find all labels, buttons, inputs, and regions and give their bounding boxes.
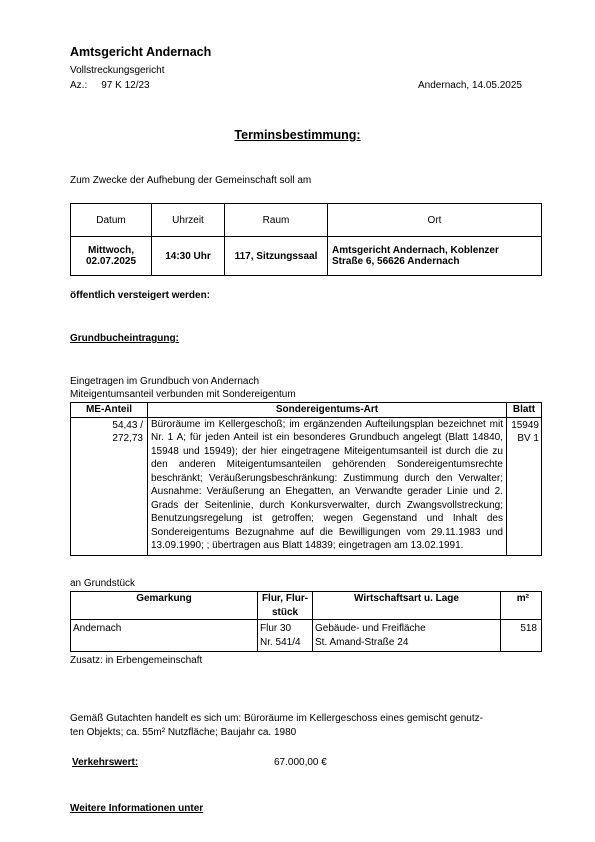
col-header-usage: Wirtschaftsart u. Lage (313, 592, 501, 620)
appointment-place-line2: Straße 6, 56626 Andernach (332, 256, 460, 267)
plot-flur-line2: Nr. 541/4 (260, 636, 301, 648)
place-date: Andernach, 14.05.2025 (418, 80, 522, 91)
plot-row (71, 620, 542, 652)
col-header-time: Uhrzeit (152, 204, 225, 237)
plot-usage (313, 620, 501, 652)
appointment-date (71, 237, 152, 276)
plot-flur (258, 620, 313, 652)
intro-text: Zum Zwecke der Aufhebung der Gemeinschaft soll am (70, 175, 312, 186)
land-register-heading: Grundbucheintragung: (70, 333, 179, 344)
register-line-2: Miteigentumsanteil verbunden mit Sondereigentum (70, 389, 296, 400)
appointment-header-row (71, 204, 542, 237)
col-header-condo-type: Sondereigentums-Art (148, 403, 507, 418)
report-line-2: ten Objekts; ca. 55m² Nutzfläche; Baujahr ca. 1980 (70, 727, 297, 738)
more-info-heading: Weitere Informationen unter (70, 803, 204, 814)
col-header-room: Raum (225, 204, 328, 237)
appointment-table (70, 203, 542, 276)
plot-flur-line1: Flur 30 (260, 623, 292, 634)
plot-header-row (71, 592, 542, 620)
col-header-gemarkung: Gemarkung (71, 592, 258, 620)
plot-gemarkung: Andernach (71, 620, 258, 652)
col-header-date: Datum (71, 204, 152, 237)
case-number-value: 97 K 12/23 (101, 80, 150, 91)
col-header-flur-line1: Flur, Flur- (261, 593, 309, 604)
ownership-description: Büroräume im Kellergeschoß; im ergänzenden Aufteilungsplan bezeichnet mit Nr. 1 A; für jeden Anteil ist ein besonderes Grundbuch angelegt (Blatt 14840, 15948 und 15949); der hier eingetragene Miteigentumsanteil ist durch die zu den anderen Miteigentumsanteilen gehörenden Sondereigentumsrechte beschränkt; Veräußerungsbeschränkung: Zustimmung durch den Verwalter; Ausnahme: Veräußerung an Ehegatten, an Verwandte gerader Linie und 2. Grads der Seitenlinie, durch Konkursverwalter, durch Zwangsvollstreckung; Benutzungsregelung ist getroffen; wegen Gegenstand und Inhalt des Sondereigentums Bezugnahme auf die Bewilligungen vom 29.11.1983 und 13.09.1990; ; übertragen aus Blatt 14839; eingetragen am 13.02.1991. (148, 417, 507, 555)
appointment-room: 117, Sitzungssaal (225, 237, 328, 276)
col-header-flur (258, 592, 313, 620)
col-header-place: Ort (328, 204, 542, 237)
ownership-header-row (71, 403, 542, 418)
plot-usage-line1: Gebäude- und Freifläche (315, 623, 426, 634)
appointment-time: 14:30 Uhr (152, 237, 225, 276)
col-header-sheet: Blatt (507, 403, 542, 418)
market-value-label: Verkehrswert: (72, 757, 139, 768)
court-name: Amtsgericht Andernach (70, 45, 212, 59)
page-title: Terminsbestimmung: (234, 128, 361, 142)
addition-note: Zusatz: in Erbengemeinschaft (70, 655, 203, 666)
case-number (70, 80, 150, 91)
plot-label: an Grundstück (70, 578, 136, 589)
report-line-1: Gemäß Gutachten handelt es sich um: Büroräume im Kellergeschoss eines gemischt genutz- (70, 713, 483, 724)
ownership-row (71, 417, 542, 555)
ownership-share-denominator: 272,73 (112, 433, 143, 444)
market-value: 67.000,00 € (274, 757, 327, 768)
appointment-row (71, 237, 542, 276)
col-header-area: m² (501, 592, 542, 620)
court-department: Vollstreckungsgericht (70, 65, 165, 76)
ownership-share (71, 417, 148, 555)
appointment-place-line1: Amtsgericht Andernach, Koblenzer (332, 245, 499, 256)
appointment-date-value: 02.07.2025 (85, 256, 137, 267)
ownership-sheet-bv: BV 1 (517, 433, 539, 444)
plot-table (70, 591, 542, 652)
ownership-table (70, 402, 542, 556)
ownership-share-numerator: 54,43 / (112, 419, 143, 431)
col-header-share: ME-Anteil (71, 403, 148, 418)
col-header-flur-line2: stück (271, 606, 299, 618)
plot-usage-line2: St. Amand-Straße 24 (315, 636, 409, 648)
ownership-sheet (507, 417, 542, 555)
register-line-1: Eingetragen im Grundbuch von Andernach (70, 376, 260, 387)
auction-statement: öffentlich versteigert werden: (70, 290, 211, 301)
appointment-date-weekday: Mittwoch, (87, 245, 135, 256)
appointment-place (328, 237, 542, 276)
ownership-sheet-number: 15949 (511, 419, 539, 431)
case-number-label: Az.: (70, 80, 88, 91)
plot-area: 518 (501, 620, 542, 652)
